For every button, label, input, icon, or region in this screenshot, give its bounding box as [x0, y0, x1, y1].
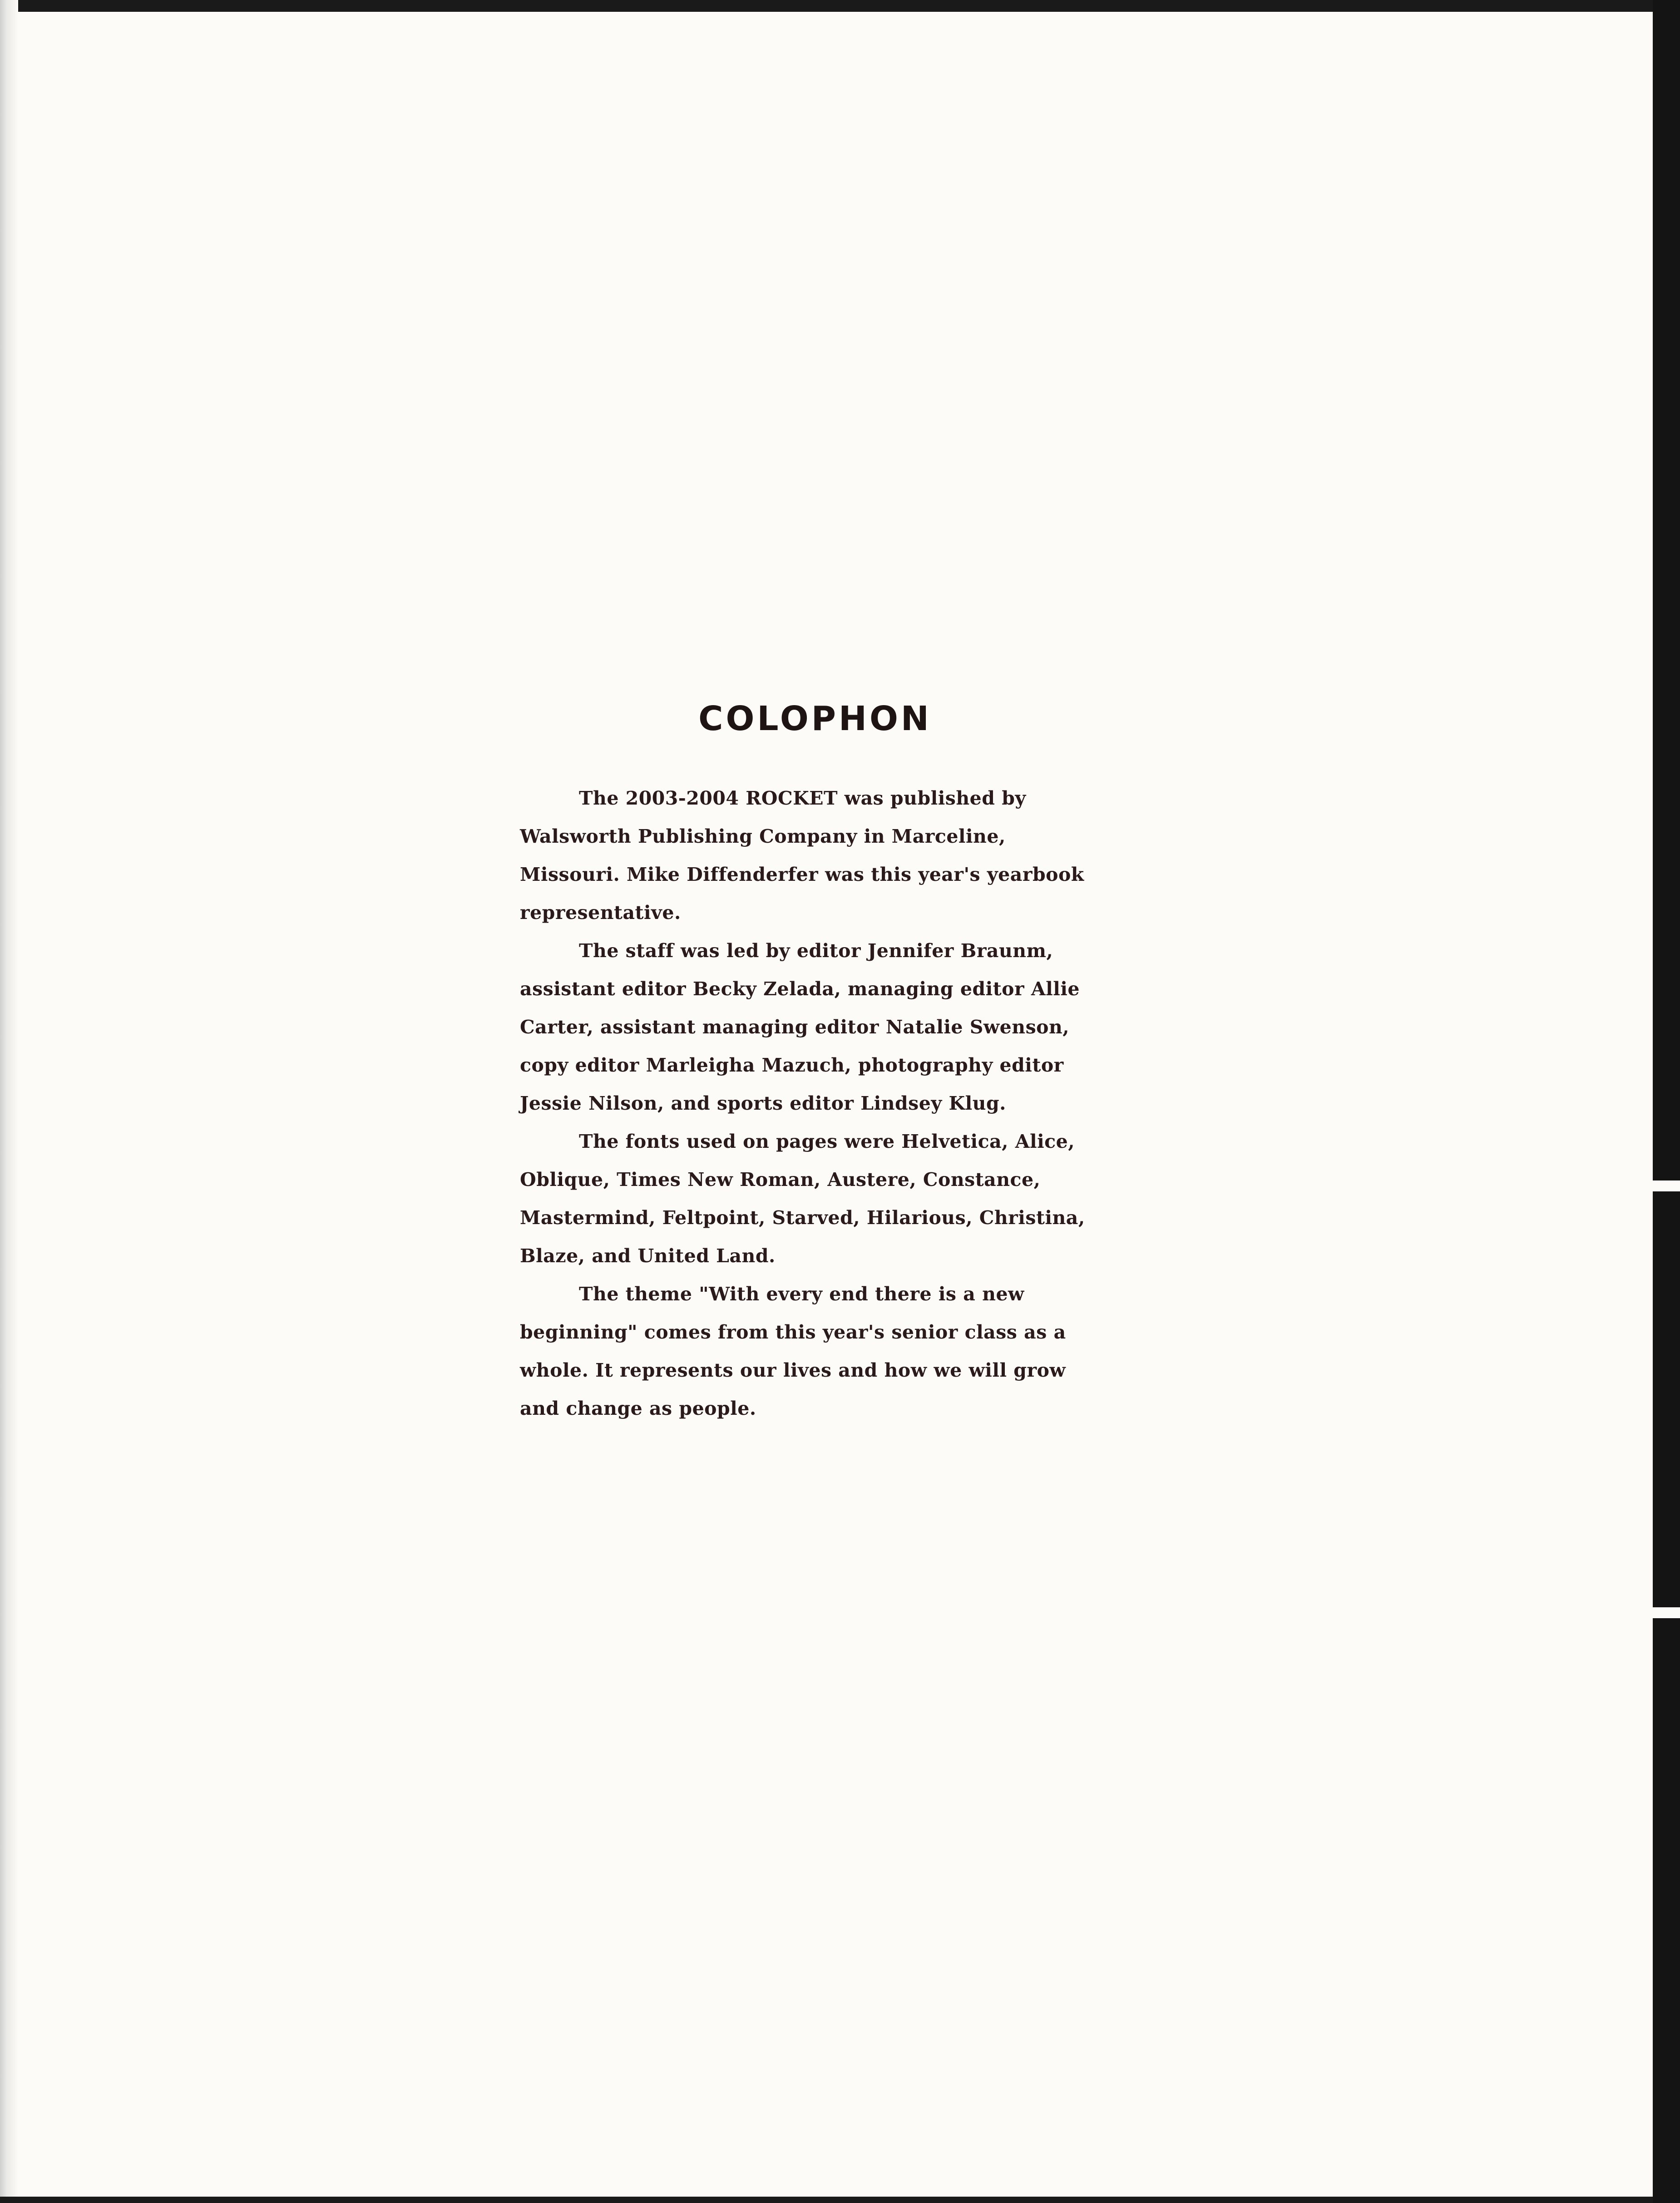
colophon-paragraph-fonts: The fonts used on pages were Helvetica, Alice, Oblique, Times New Roman, Austere, Constance, Mastermind, Feltpoint, Starved, Hilarious, Christina, Blaze, and United Land. [520, 1131, 1085, 1267]
edge-tab-mark [1653, 1607, 1680, 1618]
page-edge-left [0, 0, 18, 2203]
colophon-paragraph-theme: The theme "With every end there is a new beginning" comes from this year's senior class as a whole. It represents our lives and how we will grow and change as people. [520, 1283, 1066, 1419]
page-edge-top [0, 0, 1653, 12]
page-edge-right [1653, 0, 1680, 2203]
colophon-paragraph-publisher: The 2003-2004 ROCKET was published by Walsworth Publishing Company in Marceline, Missouri. Mike Diffenderfer was this year's yearbook representative. [520, 787, 1084, 924]
edge-tab-mark [1653, 1181, 1680, 1191]
colophon-title: COLOPHON [698, 699, 932, 738]
colophon-block [520, 699, 1106, 1428]
colophon-paragraph-staff: The staff was led by editor Jennifer Braunm, assistant editor Becky Zelada, managing editor Allie Carter, assistant managing editor Natalie Swenson, copy editor Marleigha Mazuch, photography editor Jessie Nilson, and sports editor Lindsey Klug. [520, 940, 1080, 1114]
page-edge-bottom [0, 2197, 1653, 2203]
